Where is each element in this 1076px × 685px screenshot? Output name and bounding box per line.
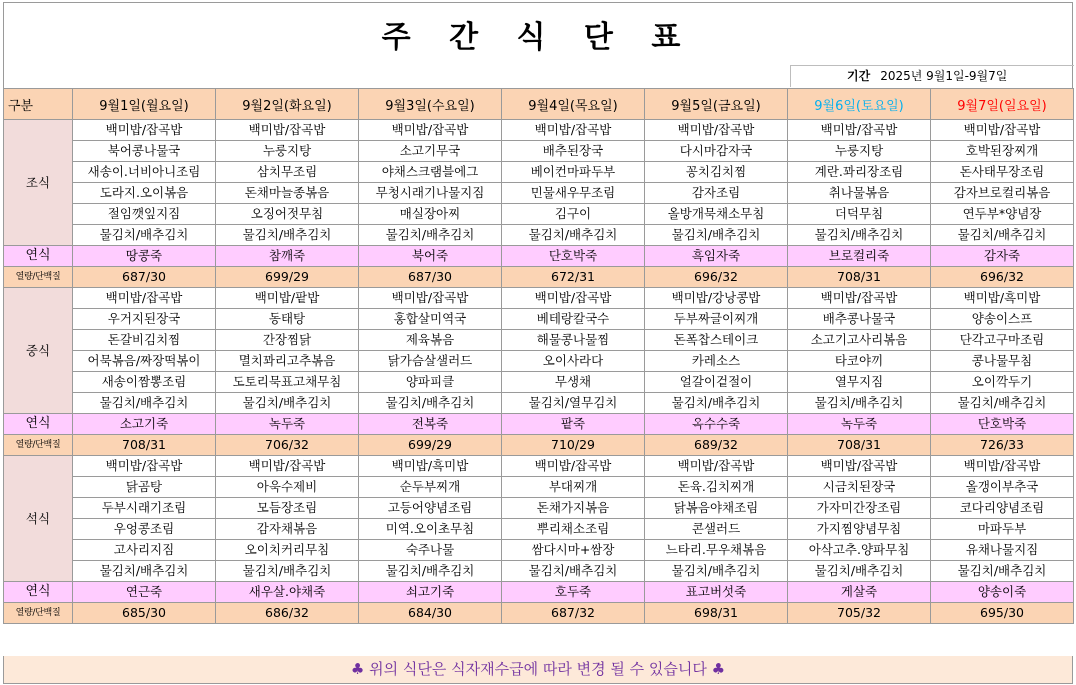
menu-cell: 백미밥/잡곡밥 [645, 120, 788, 141]
menu-cell: 백미밥/잡곡밥 [931, 120, 1074, 141]
snack-cell: 호두죽 [502, 582, 645, 603]
menu-cell: 두부짜글이찌개 [645, 309, 788, 330]
menu-cell: 어묵볶음/짜장떡볶이 [73, 351, 216, 372]
menu-cell: 계란.꽈리장조림 [788, 162, 931, 183]
club-icon: ♣ [350, 660, 365, 678]
menu-cell: 감자브로컬리볶음 [931, 183, 1074, 204]
menu-cell: 백미밥/잡곡밥 [931, 456, 1074, 477]
nutrition-cell: 699/29 [359, 435, 502, 456]
snack-cell: 단호박죽 [931, 414, 1074, 435]
snack-row [4, 414, 1074, 435]
menu-cell: 백미밥/잡곡밥 [73, 120, 216, 141]
day-header-sun: 9월7일(일요일) [931, 89, 1074, 120]
menu-cell: 백미밥/잡곡밥 [788, 120, 931, 141]
menu-cell: 올방개묵채소무침 [645, 204, 788, 225]
menu-cell: 물김치/배추김치 [788, 393, 931, 414]
period-row [3, 64, 1073, 88]
menu-cell: 우거지된장국 [73, 309, 216, 330]
menu-cell: 물김치/배추김치 [931, 393, 1074, 414]
nutrition-row [4, 435, 1074, 456]
menu-row [4, 519, 1074, 540]
menu-cell: 물김치/배추김치 [645, 225, 788, 246]
nutrition-label: 열량/단백질 [4, 603, 73, 624]
menu-cell: 백미밥/잡곡밥 [502, 120, 645, 141]
snack-cell: 표고버섯죽 [645, 582, 788, 603]
menu-cell: 닭볶음야채조림 [645, 498, 788, 519]
menu-cell: 아삭고추.양파무침 [788, 540, 931, 561]
menu-cell: 닭곰탕 [73, 477, 216, 498]
page-title: 주 간 식 단 표 [381, 19, 695, 55]
menu-cell: 새송이.너비아니조림 [73, 162, 216, 183]
menu-cell: 소고기무국 [359, 141, 502, 162]
menu-cell: 연두부*양념장 [931, 204, 1074, 225]
menu-cell: 물김치/배추김치 [931, 561, 1074, 582]
menu-cell: 간장찜닭 [216, 330, 359, 351]
menu-cell: 다시마감자국 [645, 141, 788, 162]
menu-cell: 누룽지탕 [216, 141, 359, 162]
menu-cell: 북어콩나물국 [73, 141, 216, 162]
menu-cell: 콩나물무침 [931, 351, 1074, 372]
snack-cell: 녹두죽 [216, 414, 359, 435]
menu-cell: 백미밥/흑미밥 [359, 456, 502, 477]
nutrition-cell: 698/31 [645, 603, 788, 624]
menu-cell: 김구이 [502, 204, 645, 225]
nutrition-label: 열량/단백질 [4, 435, 73, 456]
menu-cell: 물김치/배추김치 [645, 393, 788, 414]
snack-label: 연식 [4, 414, 73, 435]
menu-cell: 고등어양념조림 [359, 498, 502, 519]
menu-cell: 감자채볶음 [216, 519, 359, 540]
snack-cell: 연근죽 [73, 582, 216, 603]
menu-cell: 백미밥/흑미밥 [931, 288, 1074, 309]
menu-cell: 물김치/배추김치 [359, 561, 502, 582]
menu-cell: 물김치/배추김치 [359, 393, 502, 414]
menu-cell: 물김치/배추김치 [73, 225, 216, 246]
snack-cell: 단호박죽 [502, 246, 645, 267]
nutrition-cell: 695/30 [931, 603, 1074, 624]
nutrition-row [4, 267, 1074, 288]
menu-cell: 새송이짬뽕조림 [73, 372, 216, 393]
nutrition-cell: 686/32 [216, 603, 359, 624]
footer-notice [3, 656, 1073, 684]
snack-cell: 땅콩죽 [73, 246, 216, 267]
menu-cell: 미역.오이초무침 [359, 519, 502, 540]
nutrition-cell: 699/29 [216, 267, 359, 288]
snack-row [4, 582, 1074, 603]
menu-cell: 야채스크램블에그 [359, 162, 502, 183]
menu-cell: 꽁치김치찜 [645, 162, 788, 183]
menu-cell: 가지찜양념무침 [788, 519, 931, 540]
menu-cell: 멸치꽈리고추볶음 [216, 351, 359, 372]
menu-cell: 물김치/배추김치 [931, 225, 1074, 246]
menu-cell: 돈폭찹스테이크 [645, 330, 788, 351]
menu-cell: 무생채 [502, 372, 645, 393]
snack-cell: 쇠고기죽 [359, 582, 502, 603]
menu-cell: 매실장아찌 [359, 204, 502, 225]
menu-cell: 코다리양념조림 [931, 498, 1074, 519]
nutrition-cell: 672/31 [502, 267, 645, 288]
menu-cell: 물김치/배추김치 [502, 225, 645, 246]
snack-cell: 소고기죽 [73, 414, 216, 435]
day-header-mon: 9월1일(월요일) [73, 89, 216, 120]
menu-row [4, 561, 1074, 582]
menu-cell: 백미밥/강낭콩밥 [645, 288, 788, 309]
menu-cell: 동태탕 [216, 309, 359, 330]
menu-cell: 백미밥/잡곡밥 [788, 456, 931, 477]
meal-label: 석식 [4, 456, 73, 582]
menu-cell: 카레소스 [645, 351, 788, 372]
nutrition-cell: 708/31 [73, 435, 216, 456]
menu-row [4, 225, 1074, 246]
menu-cell: 오이사라다 [502, 351, 645, 372]
menu-cell: 민물새우무조림 [502, 183, 645, 204]
menu-cell: 순두부찌개 [359, 477, 502, 498]
menu-cell: 물김치/배추김치 [788, 561, 931, 582]
menu-cell: 베테랑칼국수 [502, 309, 645, 330]
menu-cell: 절임깻잎지짐 [73, 204, 216, 225]
menu-cell: 백미밥/잡곡밥 [502, 288, 645, 309]
menu-row [4, 183, 1074, 204]
nutrition-cell: 689/32 [645, 435, 788, 456]
menu-cell: 숙주나물 [359, 540, 502, 561]
menu-row [4, 162, 1074, 183]
menu-row [4, 204, 1074, 225]
day-header-sat: 9월6일(토요일) [788, 89, 931, 120]
menu-cell: 백미밥/팥밥 [216, 288, 359, 309]
snack-cell: 양송이죽 [931, 582, 1074, 603]
menu-cell: 배추콩나물국 [788, 309, 931, 330]
menu-cell: 올갱이부추국 [931, 477, 1074, 498]
menu-cell: 물김치/열무김치 [502, 393, 645, 414]
menu-cell: 백미밥/잡곡밥 [359, 120, 502, 141]
nutrition-cell: 705/32 [788, 603, 931, 624]
menu-row [4, 351, 1074, 372]
menu-cell: 두부시래기조림 [73, 498, 216, 519]
day-header-tue: 9월2일(화요일) [216, 89, 359, 120]
nutrition-cell: 696/32 [645, 267, 788, 288]
period-label: 기간 [847, 69, 871, 83]
snack-cell: 감자죽 [931, 246, 1074, 267]
menu-cell: 타코야끼 [788, 351, 931, 372]
title-row [3, 2, 1073, 64]
menu-cell: 양송이스프 [931, 309, 1074, 330]
club-icon: ♣ [711, 660, 726, 678]
nutrition-cell: 710/29 [502, 435, 645, 456]
meal-label: 조식 [4, 120, 73, 246]
period-value: 2025년 9월1일-9월7일 [880, 69, 1008, 83]
menu-row [4, 456, 1074, 477]
menu-cell: 물김치/배추김치 [216, 225, 359, 246]
snack-cell: 북어죽 [359, 246, 502, 267]
menu-row [4, 309, 1074, 330]
nutrition-label: 열량/단백질 [4, 267, 73, 288]
snack-cell: 브로컬리죽 [788, 246, 931, 267]
menu-row [4, 498, 1074, 519]
menu-cell: 돈사태무장조림 [931, 162, 1074, 183]
snack-cell: 참깨죽 [216, 246, 359, 267]
menu-cell: 유채나물지짐 [931, 540, 1074, 561]
menu-cell: 돈육.김치찌개 [645, 477, 788, 498]
menu-row [4, 540, 1074, 561]
menu-row [4, 330, 1074, 351]
nutrition-cell: 696/32 [931, 267, 1074, 288]
menu-cell: 취나물볶음 [788, 183, 931, 204]
menu-cell: 백미밥/잡곡밥 [216, 120, 359, 141]
menu-cell: 쌈다시마+쌈장 [502, 540, 645, 561]
menu-table [3, 88, 1074, 624]
footer-text: 위의 식단은 식자재수급에 따라 변경 될 수 있습니다 [369, 660, 707, 678]
day-header-thu: 9월4일(목요일) [502, 89, 645, 120]
snack-cell: 전복죽 [359, 414, 502, 435]
menu-cell: 양파피클 [359, 372, 502, 393]
nutrition-cell: 687/32 [502, 603, 645, 624]
menu-cell: 얼갈이겉절이 [645, 372, 788, 393]
menu-cell: 백미밥/잡곡밥 [788, 288, 931, 309]
menu-cell: 백미밥/잡곡밥 [645, 456, 788, 477]
snack-cell: 옥수수죽 [645, 414, 788, 435]
nutrition-cell: 708/31 [788, 435, 931, 456]
nutrition-row [4, 603, 1074, 624]
menu-cell: 누룽지탕 [788, 141, 931, 162]
menu-cell: 물김치/배추김치 [216, 561, 359, 582]
menu-row [4, 477, 1074, 498]
menu-cell: 느타리.무우채볶음 [645, 540, 788, 561]
menu-cell: 소고기고사리볶음 [788, 330, 931, 351]
snack-label: 연식 [4, 246, 73, 267]
menu-cell: 홍합살미역국 [359, 309, 502, 330]
menu-cell: 백미밥/잡곡밥 [216, 456, 359, 477]
menu-cell: 열무지짐 [788, 372, 931, 393]
meal-label: 중식 [4, 288, 73, 414]
nutrition-cell: 687/30 [359, 267, 502, 288]
menu-cell: 돈채가지볶음 [502, 498, 645, 519]
menu-row [4, 141, 1074, 162]
nutrition-cell: 726/33 [931, 435, 1074, 456]
menu-cell: 아욱수제비 [216, 477, 359, 498]
menu-cell: 백미밥/잡곡밥 [502, 456, 645, 477]
menu-row [4, 372, 1074, 393]
menu-cell: 물김치/배추김치 [645, 561, 788, 582]
snack-cell: 흑임자죽 [645, 246, 788, 267]
menu-cell: 물김치/배추김치 [502, 561, 645, 582]
menu-cell: 호박된장찌개 [931, 141, 1074, 162]
day-header-wed: 9월3일(수요일) [359, 89, 502, 120]
menu-cell: 돈갈비김치찜 [73, 330, 216, 351]
menu-cell: 가자미간장조림 [788, 498, 931, 519]
nutrition-cell: 685/30 [73, 603, 216, 624]
menu-cell: 뿌리채소조림 [502, 519, 645, 540]
menu-cell: 백미밥/잡곡밥 [73, 288, 216, 309]
menu-cell: 닭가슴살샐러드 [359, 351, 502, 372]
menu-cell: 돈채마늘종볶음 [216, 183, 359, 204]
menu-cell: 물김치/배추김치 [73, 393, 216, 414]
snack-cell: 새우살.야채죽 [216, 582, 359, 603]
snack-cell: 게살죽 [788, 582, 931, 603]
menu-cell: 물김치/배추김치 [788, 225, 931, 246]
menu-cell: 오이깍두기 [931, 372, 1074, 393]
header-row [4, 89, 1074, 120]
day-header-fri: 9월5일(금요일) [645, 89, 788, 120]
menu-cell: 단각고구마조림 [931, 330, 1074, 351]
menu-row [4, 120, 1074, 141]
menu-cell: 삼치무조림 [216, 162, 359, 183]
menu-cell: 모듬장조림 [216, 498, 359, 519]
menu-cell: 마파두부 [931, 519, 1074, 540]
menu-row [4, 393, 1074, 414]
menu-cell: 오이치커리무침 [216, 540, 359, 561]
menu-cell: 물김치/배추김치 [73, 561, 216, 582]
nutrition-cell: 687/30 [73, 267, 216, 288]
menu-row [4, 288, 1074, 309]
snack-row [4, 246, 1074, 267]
nutrition-cell: 708/31 [788, 267, 931, 288]
corner-label: 구분 [4, 89, 73, 120]
nutrition-cell: 706/32 [216, 435, 359, 456]
menu-cell: 더덕무침 [788, 204, 931, 225]
snack-cell: 녹두죽 [788, 414, 931, 435]
menu-cell: 시금치된장국 [788, 477, 931, 498]
menu-cell: 콘샐러드 [645, 519, 788, 540]
snack-cell: 팥죽 [502, 414, 645, 435]
menu-cell: 해물콩나물찜 [502, 330, 645, 351]
menu-cell: 도라지.오이볶음 [73, 183, 216, 204]
menu-cell: 오징어젓무침 [216, 204, 359, 225]
menu-cell: 우엉콩조림 [73, 519, 216, 540]
menu-cell: 백미밥/잡곡밥 [73, 456, 216, 477]
menu-cell: 제육볶음 [359, 330, 502, 351]
menu-cell: 고사리지짐 [73, 540, 216, 561]
menu-cell: 부대찌개 [502, 477, 645, 498]
menu-cell: 배추된장국 [502, 141, 645, 162]
period-cell [790, 65, 1074, 87]
menu-cell: 베이컨마파두부 [502, 162, 645, 183]
menu-cell: 도토리묵표고채무침 [216, 372, 359, 393]
menu-cell: 백미밥/잡곡밥 [359, 288, 502, 309]
menu-cell: 무청시래기나물지짐 [359, 183, 502, 204]
menu-cell: 물김치/배추김치 [359, 225, 502, 246]
menu-cell: 물김치/배추김치 [216, 393, 359, 414]
nutrition-cell: 684/30 [359, 603, 502, 624]
snack-label: 연식 [4, 582, 73, 603]
menu-cell: 감자조림 [645, 183, 788, 204]
